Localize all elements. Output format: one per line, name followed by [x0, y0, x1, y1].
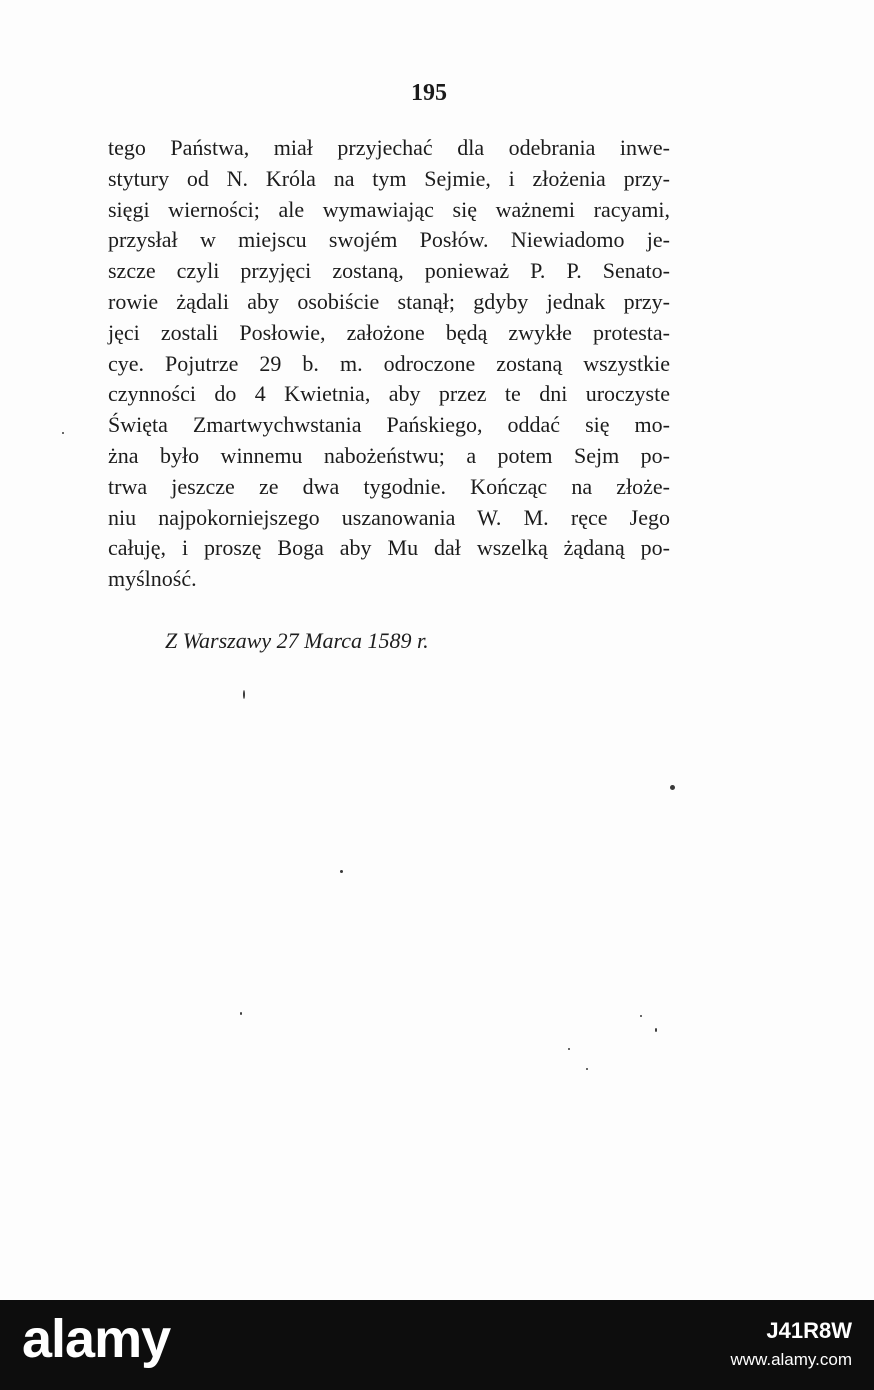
brand-logo: alamy [22, 1309, 171, 1369]
scan-speck [243, 690, 245, 699]
text-line: całuję, i proszę Boga aby Mu dał wszelką żądaną po- [108, 535, 670, 561]
site-url: www.alamy.com [730, 1350, 852, 1369]
text-line: żna było winnemu nabożeństwu; a potem Sejm po- [108, 442, 670, 468]
text-line: myślność. [108, 566, 197, 592]
text-line: rowie żądali aby osobiście stanął; gdyby jednak przy- [108, 288, 670, 314]
text-line: cye. Pojutrze 29 b. m. odroczone zostaną wszystkie [108, 350, 670, 376]
image-id: J41R8W [766, 1318, 852, 1343]
scan-speck [340, 870, 343, 873]
text-line: przysłał w miejscu swojém Posłów. Niewiadomo je- [108, 227, 670, 253]
scan-speck [655, 1028, 657, 1032]
scan-speck [62, 432, 64, 434]
text-line: szcze czyli przyjęci zostaną, ponieważ P. P. Senato- [108, 258, 670, 284]
text-line: Święta Zmartwychwstania Pańskiego, oddać się mo- [108, 412, 670, 438]
body-paragraph [108, 133, 670, 595]
page-number: 195 [411, 80, 447, 106]
watermark-footer [0, 1300, 874, 1390]
scan-speck [568, 1048, 570, 1050]
text-line: jęci zostali Posłowie, założone będą zwykłe protesta- [108, 319, 670, 345]
text-line: stytury od N. Króla na tym Sejmie, i złożenia przy- [108, 165, 670, 191]
text-line: trwa jeszcze ze dwa tygodnie. Kończąc na złoże- [108, 473, 670, 499]
place-date-signature: Z Warszawy 27 Marca 1589 r. [165, 628, 429, 653]
text-line: niu najpokorniejszego uszanowania W. M. ręce Jego [108, 504, 670, 530]
scan-speck [640, 1015, 642, 1017]
scan-speck [240, 1012, 242, 1015]
text-line: sięgi wierności; ale wymawiając się ważnemi racyami, [108, 196, 670, 222]
scan-speck [586, 1068, 588, 1070]
text-line: tego Państwa, miał przyjechać dla odebrania inwe- [108, 135, 670, 160]
scan-speck [670, 785, 675, 790]
text-line: czynności do 4 Kwietnia, aby przez te dni uroczyste [108, 381, 670, 407]
